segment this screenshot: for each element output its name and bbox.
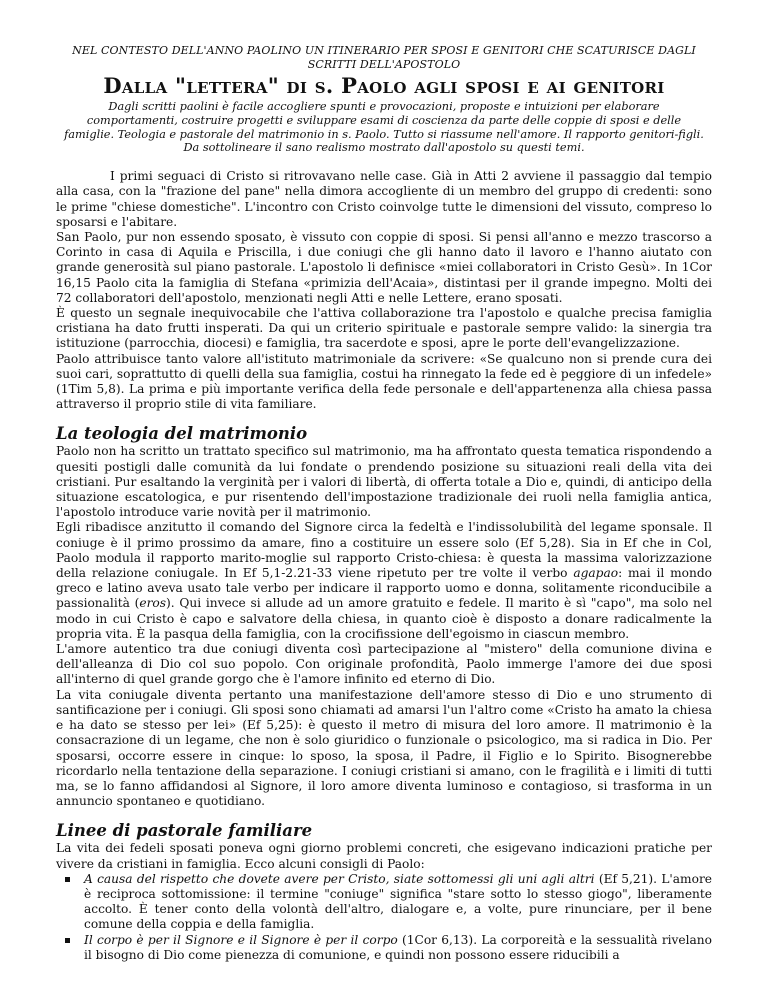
pastorale-paragraph-1: La vita dei fedeli sposati poneva ogni giorno problemi concreti, che esigevano indicazioni pratiche per vivere da cristiani in famiglia. Ecco alcuni consigli di Paolo: bbox=[56, 841, 712, 871]
section-heading-teologia: La teologia del matrimonio bbox=[56, 424, 308, 444]
section-heading-pastorale: Linee di pastorale familiare bbox=[56, 821, 313, 841]
list-item bbox=[84, 872, 712, 933]
teologia-paragraph-1: Paolo non ha scritto un trattato specifico sul matrimonio, ma ha affrontato questa tematica rispondendo a quesiti postigli dalle comunità da lui fondate o prendendo posizione su situazioni reali della vita dei cristiani. Pur esaltando la verginità per i valori di libertà, di offerta totale a Dio e, quindi, di anticipo della situazione escatologica, e pur risentendo dell'impostazione tradizionale dei ruoli nella famiglia antica, l'apostolo introduce varie novità per il matrimonio. bbox=[56, 444, 712, 520]
bullet-reference: (Ef 5,21). bbox=[594, 871, 658, 886]
list-item bbox=[84, 933, 712, 963]
text-run: ). Qui invece si allude ad un amore gratuito e fedele. Il marito è sì "capo", ma solo nel modo in cui Cristo è capo e salvatore della chiesa, in quanto cioè è disposto a donare radicalmente la propria vita. È la pasqua della famiglia, con la crocifissione dell'egoismo in ciascun membro. bbox=[56, 596, 712, 641]
greek-term-eros: eros bbox=[139, 596, 167, 611]
bullet-reference: (1Cor 6,13). bbox=[397, 932, 478, 947]
bullet-quote: Il corpo è per il Signore e il Signore è per il corpo bbox=[84, 932, 398, 947]
bullet-text: L'amore è reciproca sottomissione: il termine "coniuge" significa "stare sotto lo stesso giogo", liberamente accolto. È tener conto della volontà dell'altro, dialogare e, a volte, pure rinunciare, per il bene comune della coppia e della famiglia. bbox=[84, 871, 712, 932]
article-kicker: NEL CONTESTO DELL'ANNO PAOLINO UN ITINERARIO PER SPOSI E GENITORI CHE SCATURISCE DAGLI SCRITTI DELL'APOSTOLO bbox=[72, 44, 696, 71]
document-page bbox=[56, 44, 712, 963]
spacer bbox=[56, 155, 712, 169]
intro-paragraph-1: I primi seguaci di Cristo si ritrovavano nelle case. Già in Atti 2 avviene il passaggio dal tempio alla casa, con la "frazione del pane" nella dimora accogliente di un membro del gruppo di credenti: sono le prime "chiese domestiche". L'incontro con Cristo coinvolge tutte le dimensioni del vissuto, compreso lo sposarsi e l'abitare. bbox=[56, 169, 712, 229]
advice-list bbox=[56, 872, 712, 963]
teologia-paragraph-3: L'amore autentico tra due coniugi diventa così partecipazione al "mistero" della comunione divina e dell'alleanza di Dio col suo popolo. Con originale profondità, Paolo immerge l'amore dei due sposi all'interno di quel grande gorgo che è l'amore infinito ed eterno di Dio. bbox=[56, 642, 712, 687]
article-subtitle: Dagli scritti paolini è facile accogliere spunti e provocazioni, proposte e intuizioni per elaborare comportamenti, costruire progetti e sviluppare esami di coscienza da parte delle coppie di sposi e delle famiglie. Teologia e pastorale del matrimonio in s. Paolo. Tutto si riassume nell'amore. Il rapporto genitori-figli. Da sottolineare il sano realismo mostrato dall'apostolo su questi temi. bbox=[64, 100, 704, 155]
intro-paragraph-3: È questo un segnale inequivocabile che l'attiva collaborazione tra l'apostolo e qualche precisa famiglia cristiana ha dato frutti insperati. Da qui un criterio spirituale e pastorale sempre valido: la sinergia tra istituzione (parrocchia, diocesi) e famiglia, tra sacerdote e sposi, apre le porte dell'evangelizzazione. bbox=[56, 306, 712, 351]
intro-paragraph-2: San Paolo, pur non essendo sposato, è vissuto con coppie di sposi. Si pensi all'anno e mezzo trascorso a Corinto in casa di Aquila e Priscilla, i due coniugi che gli hanno dato il lavoro e l'hanno aiutato con grande generosità sul piano pastorale. L'apostolo li definisce «miei collaboratori in Cristo Gesù». In 1Cor 16,15 Paolo cita la famiglia di Stefana «primizia dell'Acaia», distintasi per il grande impegno. Molti dei 72 collaboratori dell'apostolo, menzionati negli Atti e nelle Lettere, erano sposati. bbox=[56, 230, 712, 305]
square-bullet-icon bbox=[65, 938, 70, 943]
teologia-paragraph-4: La vita coniugale diventa pertanto una manifestazione dell'amore stesso di Dio e uno strumento di santificazione per i coniugi. Gli sposi sono chiamati ad amarsi l'un l'altro come «Cristo ha amato la chiesa e ha dato se stesso per lei» (Ef 5,25): è questo il metro di misura del loro amore. Il matrimonio è la consacrazione di un legame, che non è solo giuridico o funzionale o psicologico, ma si radica in Dio. Per sposarsi, occorre essere in cinque: lo sposo, la sposa, il Padre, il Figlio e lo Spirito. Bisognerebbe ricordarlo nella tentazione della separazione. I coniugi cristiani si amano, con le fragilità e i limiti di tutti ma, se lo fanno affidandosi al Signore, il loro amore diventa luminoso e contagioso, si trasforma in un annuncio spontaneo e quotidiano. bbox=[56, 687, 712, 809]
bullet-quote: A causa del rispetto che dovete avere per Cristo, siate sottomessi gli uni agli altri bbox=[84, 871, 595, 886]
text-run: Egli ribadisce anzitutto il comando del Signore circa la fedeltà e l'indissolubilità del legame sponsale. Il coniuge è il primo prossimo da amare, fino a costituire un essere solo (Ef 5,28). Sia in Ef che in Col, Paolo modula il rapporto marito-moglie sul rapporto Cristo-chiesa: è questa la massima valorizzazione della relazione coniugale. In Ef 5,1-2.21-33 viene ripetuto per tre volte il verbo bbox=[56, 520, 712, 581]
text-run: : mai il mondo greco e latino aveva usato tale verbo per indicare il rapporto uomo e donna, solitamente riconducibile a passionalità ( bbox=[56, 566, 712, 611]
greek-term-agapao: agapao bbox=[573, 566, 619, 581]
intro-paragraph-4: Paolo attribuisce tanto valore all'istituto matrimoniale da scrivere: «Se qualcuno non si prende cura dei suoi cari, soprattutto di quelli della sua famiglia, costui ha rinnegato la fede ed è peggiore di un infedele» (1Tim 5,8). La prima e più importante verifica della fede personale e dell'appartenenza alla chiesa passa attraverso il proprio stile di vita familiare. bbox=[56, 351, 712, 412]
square-bullet-icon bbox=[65, 877, 70, 882]
teologia-paragraph-2 bbox=[56, 520, 712, 642]
bullet-text: La corporeità e la sessualità rivelano il bisogno di Dio come pienezza di comunione, e quindi non possono essere riducibili a bbox=[84, 932, 712, 962]
article-title: Dalla "lettera" di s. Paolo agli sposi e ai genitori bbox=[103, 73, 665, 98]
